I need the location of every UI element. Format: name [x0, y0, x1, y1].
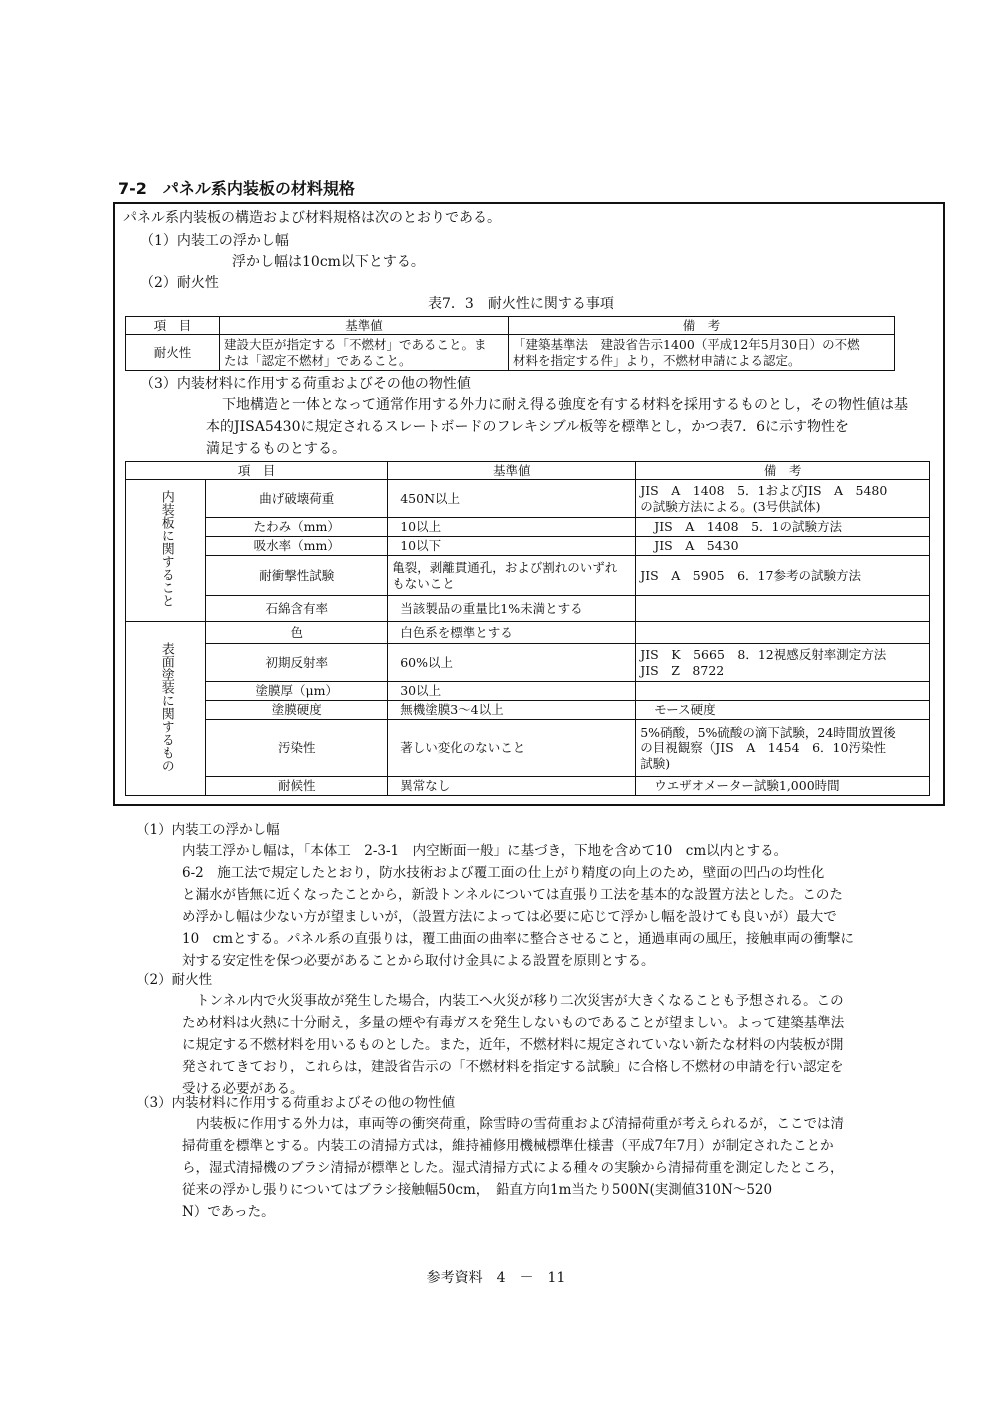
c3-title: （3）内装材料に作用する荷重およびその他の物性値	[136, 1095, 456, 1111]
section-heading: 7-2 パネル系内装板の材料規格	[118, 179, 355, 198]
c2-line: 発されてきており，これらは，建設省告示の「不燃材料を指定する試験」に合格し不燃材の申請を行い認定を	[182, 1059, 844, 1075]
table-row: 塗膜硬度 無機塗膜3～4以上 モース硬度	[126, 701, 930, 720]
box-s1-title: （1）内装工の浮かし幅	[140, 233, 289, 249]
c1-line: と漏水が皆無に近くなったことから，新設トンネルについては直張り工法を基本的な設置方法とした。このた	[182, 887, 843, 903]
t2-header-item: 項 目	[126, 462, 388, 480]
c2-title: （2）耐火性	[136, 972, 213, 988]
group-label-coating: 表面塗装に関するもの	[126, 622, 206, 796]
box-s1-text: 浮かし幅は10cm以下とする。	[232, 254, 425, 270]
table-row: 塗膜厚（μm） 30以上	[126, 682, 930, 701]
box-s3-line3: 満足するものとする。	[206, 441, 346, 457]
t1-kijun: 建設大臣が指定する「不燃材」であること。ま たは「認定不燃材」であること。	[220, 335, 509, 371]
box-intro: パネル系内装板の構造および材料規格は次のとおりである。	[123, 210, 501, 226]
table1-caption: 表7．3 耐火性に関する事項	[428, 296, 614, 312]
t2-header-value: 基準値	[388, 462, 636, 480]
box-s3-title: （3）内装材料に作用する荷重およびその他の物性値	[140, 376, 471, 392]
t1-header-kijun: 基準値	[220, 317, 509, 335]
box-s3-line2: 本的JISA5430に規定されるスレートボードのフレキシブル板等を標準とし，かつ表7．6に示す物性を	[206, 419, 850, 435]
c2-line: に規定する不燃材料を用いるものとした。また，近年，不燃材料に規定されていない新たな材料の内装板が開	[182, 1037, 844, 1053]
table-row: 内装板に関すること 曲げ破壊荷重 450N以上 JIS A 1408 5．1およびJIS A 5480 の試験方法による。(3号供試体)	[126, 480, 930, 518]
c1-line: 6-2 施工法で規定したとおり，防水技術および覆工面の仕上がり精度の向上のため，壁面の凹凸の均性化	[182, 865, 825, 881]
table-row: 耐衝撃性試験 亀裂，剥離貫通孔，および割れのいずれ もないこと JIS A 5905 6．17参考の試験方法	[126, 556, 930, 596]
table-row: 石綿含有率 当該製品の重量比1%未満とする	[126, 596, 930, 622]
t1-row-label: 耐火性	[126, 335, 220, 371]
t1-header-item: 項 目	[126, 317, 220, 335]
c1-line: 対する安定性を保つ必要があることから取付け金具による設置を原則とする。	[182, 953, 655, 969]
c3-line: 内装板に作用する外力は，車両等の衝突荷重，除雪時の雪荷重および清掃荷重が考えられるが，ここでは清	[196, 1116, 844, 1132]
fire-resistance-table	[125, 316, 895, 371]
table-row: たわみ（mm） 10以上 JIS A 1408 5．1の試験方法	[126, 518, 930, 537]
c2-line: ため材料は火熱に十分耐え，多量の煙や有毒ガスを発生しないものであることが望ましい。よって建築基準法	[182, 1015, 845, 1031]
c3-line: 掃荷重を標準とする。内装工の清掃方式は，維持補修用機械標準仕様書（平成7年7月）が制定されたことか	[182, 1138, 834, 1154]
c1-line: 10 cmとする。パネル系の直張りは，覆工曲面の曲率に整合させること，通過車両の風圧，接触車両の衝撃に	[182, 931, 855, 947]
c3-line: 従来の浮かし張りについてはブラシ接触幅50cm， 鉛直方向1m当たり500N(実測値310N～520	[182, 1182, 773, 1198]
table-row: 汚染性 著しい変化のないこと 5%硝酸，5%硫酸の滴下試験，24時間放置後 の目視観察（JIS A 1454 6．10汚染性 試験)	[126, 720, 930, 777]
c1-title: （1）内装工の浮かし幅	[136, 822, 280, 838]
table-row: 表面塗装に関するもの 色 白色系を標準とする	[126, 622, 930, 644]
t2-header-note: 備 考	[636, 462, 930, 480]
box-s2-title: （2）耐火性	[140, 275, 219, 291]
c2-line: 受ける必要がある。	[182, 1081, 304, 1097]
c1-line: 内装工浮かし幅は，「本体工 2-3-1 内空断面一般」に基づき，下地を含めて10 cm以内とする。	[182, 843, 788, 859]
t1-header-biko: 備 考	[509, 317, 895, 335]
properties-table	[125, 461, 930, 796]
page-footer: 参考資料 4 － 11	[426, 1270, 566, 1286]
table-row: 初期反射率 60%以上 JIS K 5665 8．12視感反射率測定方法 JIS Z 8722	[126, 644, 930, 682]
t1-biko: 「建築基準法 建設省告示1400（平成12年5月30日）の不燃 材料を指定する件」より，不燃材申請による認定。	[509, 335, 895, 371]
c1-line: め浮かし幅は少ない方が望ましいが，（設置方法によっては必要に応じて浮かし幅を設けても良いが）最大で	[182, 909, 837, 925]
c2-line: トンネル内で火災事故が発生した場合，内装工へ火災が移り二次災害が大きくなることも予想される。この	[196, 993, 844, 1009]
group-label-interior: 内装板に関すること	[126, 480, 206, 622]
c3-line: N）であった。	[182, 1204, 275, 1220]
c3-line: ら，湿式清掃機のブラシ清掃が標準とした。湿式清掃方式による種々の実験から清掃荷重を測定したところ，	[182, 1160, 844, 1176]
table-row: 吸水率（mm） 10以下 JIS A 5430	[126, 537, 930, 556]
box-s3-line1: 下地構造と一体となって通常作用する外力に耐え得る強度を有する材料を採用するものとし，その物性値は基	[222, 397, 908, 413]
table-row: 耐候性 異常なし ウエザオメーター試験1,000時間	[126, 777, 930, 796]
